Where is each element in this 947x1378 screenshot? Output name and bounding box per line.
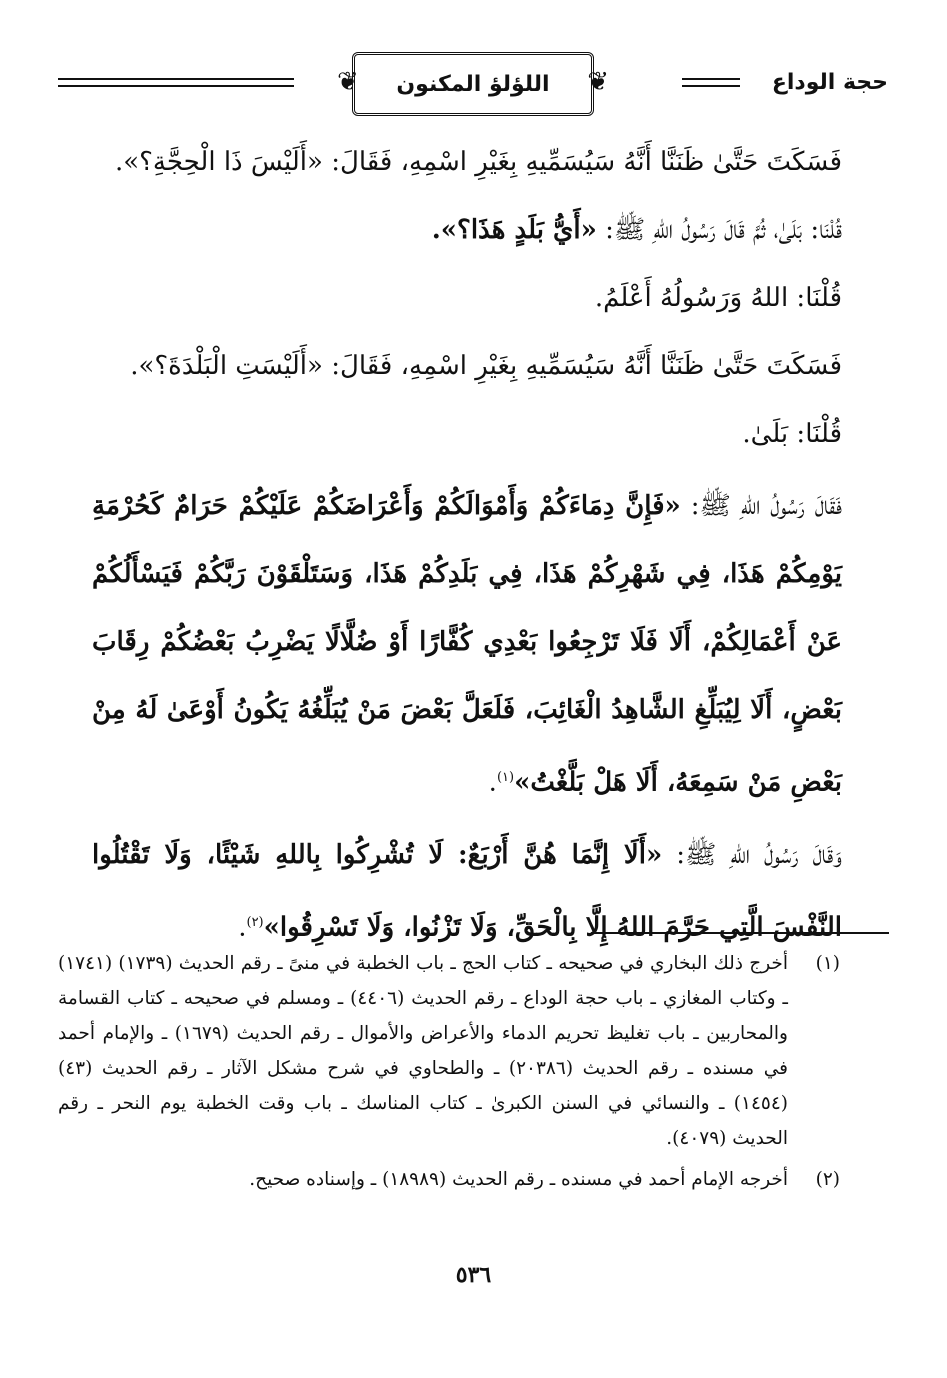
- paragraph-1: [92, 128, 842, 196]
- paragraph-3: [92, 264, 842, 332]
- footnote-number: (١): [815, 953, 840, 974]
- footnote-ref[interactable]: (١): [496, 770, 515, 785]
- paragraph-text: قُلْنَا: اللهُ وَرَسُولُهُ أَعْلَمُ.: [594, 283, 842, 313]
- page-number: ٥٣٦: [455, 1262, 492, 1288]
- paragraph-2: [92, 196, 842, 264]
- paragraph-text: فَسَكَتَ حَتَّىٰ ظَنَنَّا أَنَّهُ سَيُسَمِّيهِ بِغَيْرِ اسْمِهِ، فَقَالَ: «أَلَيْسَ ذَا الْحِجَّةِ؟».: [114, 147, 842, 177]
- footnote-text: أخرج ذلك البخاري في صحيحه ـ كتاب الحج ـ باب الخطبة في منىً ـ رقم الحديث (١٧٣٩) (١٧٤١) ـ وكتاب المغازي ـ باب حجة الوداع ـ رقم الحديث (٤٤٠٦) ـ ومسلم في صحيحه ـ كتاب القسامة والمحاربين ـ باب تغليظ تحريم الدماء والأعراض والأموال ـ رقم الحديث (١٦٧٩) ـ والإمام أحمد في مسنده ـ رقم الحديث (٢٠٣٨٦) ـ والطحاوي في شرح مشكل الآثار ـ رقم الحديث (٤٣) (١٤٥٤) ـ والنسائي في السنن الكبرىٰ ـ كتاب المناسك ـ باب وقت الخطبة يوم النحر ـ رقم الحديث (٤٠٧٩).: [58, 953, 788, 1149]
- hadith-quote: «أَلَا إِنَّمَا هُنَّ أَرْبَعٌ: لَا تُشْرِكُوا بِاللهِ شَيْئًا، وَلَا تَقْتُلُوا النَّفْسَ الَّتِي حَرَّمَ اللهُ إِلَّا بِالْحَقِّ، وَلَا تَزْنُوا، وَلَا تَسْرِقُوا»: [92, 839, 842, 943]
- paragraph-7: وَقَالَ رَسُولُ اللهِ ﷺ: «أَلَا إِنَّمَا هُنَّ أَرْبَعٌ: لَا تُشْرِكُوا بِاللهِ شَيْئًا، وَلَا تَقْتُلُوا النَّفْسَ الَّتِي حَرَّمَ اللهُ إِلَّا بِالْحَقِّ، وَلَا تَزْنُوا، وَلَا تَسْرِقُوا»$^{(٢)}$.: [92, 839, 842, 943]
- paragraph-6: فَقَالَ رَسُولُ اللهِ ﷺ: «فَإِنَّ دِمَاءَكُمْ وَأَمْوَالَكُمْ وَأَعْرَاضَكُمْ عَلَيْكُمْ حَرَامٌ كَحُرْمَةِ يَوْمِكُمْ هَذَا، فِي شَهْرِكُمْ هَذَا، فِي بَلَدِكُمْ هَذَا، وَسَتَلْقَوْنَ رَبَّكُمْ فَيَسْأَلُكُمْ عَنْ أَعْمَالِكُمْ، أَلَا فَلَا تَرْجِعُوا بَعْدِي كُفَّارًا أَوْ ضُلَّالًا يَضْرِبُ بَعْضُكُمْ رِقَابَ بَعْضٍ، أَلَا لِيُبَلِّغِ الشَّاهِدُ الْغَائِبَ، فَلَعَلَّ بَعْضَ مَنْ يُبَلِّغُهُ يَكُونُ أَوْعَىٰ لَهُ مِنْ بَعْضِ مَنْ سَمِعَهُ، أَلَا هَلْ بَلَّغْتُ»$^{(١)}$.: [92, 491, 842, 798]
- page-header: [58, 52, 888, 112]
- hadith-quote: «أَيُّ بَلَدٍ هَذَا؟».: [431, 215, 597, 245]
- main-text: [92, 128, 842, 961]
- footnote-divider: [591, 932, 889, 934]
- chapter-title: حجة الوداع: [771, 70, 888, 95]
- ornament-icon: ❦: [587, 67, 609, 97]
- footnotes: [58, 946, 840, 1197]
- paragraph-text: قُلْنَا: بَلَىٰ، ثُمَّ قَالَ رَسُولُ اللهِ ﷺ:: [596, 215, 842, 245]
- footnote-1: [58, 946, 840, 1156]
- book-title: اللؤلؤ المكنون: [396, 71, 550, 97]
- hadith-quote: «فَإِنَّ دِمَاءَكُمْ وَأَمْوَالَكُمْ وَأَعْرَاضَكُمْ عَلَيْكُمْ حَرَامٌ كَحُرْمَةِ يَوْمِكُمْ هَذَا، فِي شَهْرِكُمْ هَذَا، فِي بَلَدِكُمْ هَذَا، وَسَتَلْقَوْنَ رَبَّكُمْ فَيَسْأَلُكُمْ عَنْ أَعْمَالِكُمْ، أَلَا فَلَا تَرْجِعُوا بَعْدِي كُفَّارًا أَوْ ضُلَّالًا يَضْرِبُ بَعْضُكُمْ رِقَابَ بَعْضٍ، أَلَا لِيُبَلِّغِ الشَّاهِدُ الْغَائِبَ، فَلَعَلَّ بَعْضَ مَنْ يُبَلِّغُهُ يَكُونُ أَوْعَىٰ لَهُ مِنْ بَعْضِ مَنْ سَمِعَهُ، أَلَا هَلْ بَلَّغْتُ»: [92, 491, 842, 798]
- paragraph-text: قُلْنَا: بَلَىٰ.: [742, 419, 842, 449]
- paragraph-4: [92, 332, 842, 400]
- paragraph-text: وَقَالَ رَسُولُ اللهِ ﷺ:: [662, 839, 842, 870]
- footnote-2: [58, 1162, 840, 1197]
- header-rule-right: [682, 78, 740, 87]
- footnote-ref[interactable]: (٢): [246, 914, 264, 930]
- paragraph-text: فَقَالَ رَسُولُ اللهِ ﷺ:: [680, 491, 842, 521]
- footnote-text: أخرجه الإمام أحمد في مسنده ـ رقم الحديث (١٨٩٨٩) ـ وإسناده صحيح.: [249, 1169, 788, 1190]
- book-title-frame: [337, 52, 609, 116]
- ornament-icon: ❦: [337, 67, 359, 97]
- paragraph-5: [92, 400, 842, 468]
- header-rule-left: [58, 78, 294, 87]
- footnote-number: (٢): [815, 1169, 840, 1190]
- paragraph-text: فَسَكَتَ حَتَّىٰ ظَنَنَّا أَنَّهُ سَيُسَمِّيهِ بِغَيْرِ اسْمِهِ، فَقَالَ: «أَلَيْسَتِ الْبَلْدَةَ؟».: [130, 351, 842, 381]
